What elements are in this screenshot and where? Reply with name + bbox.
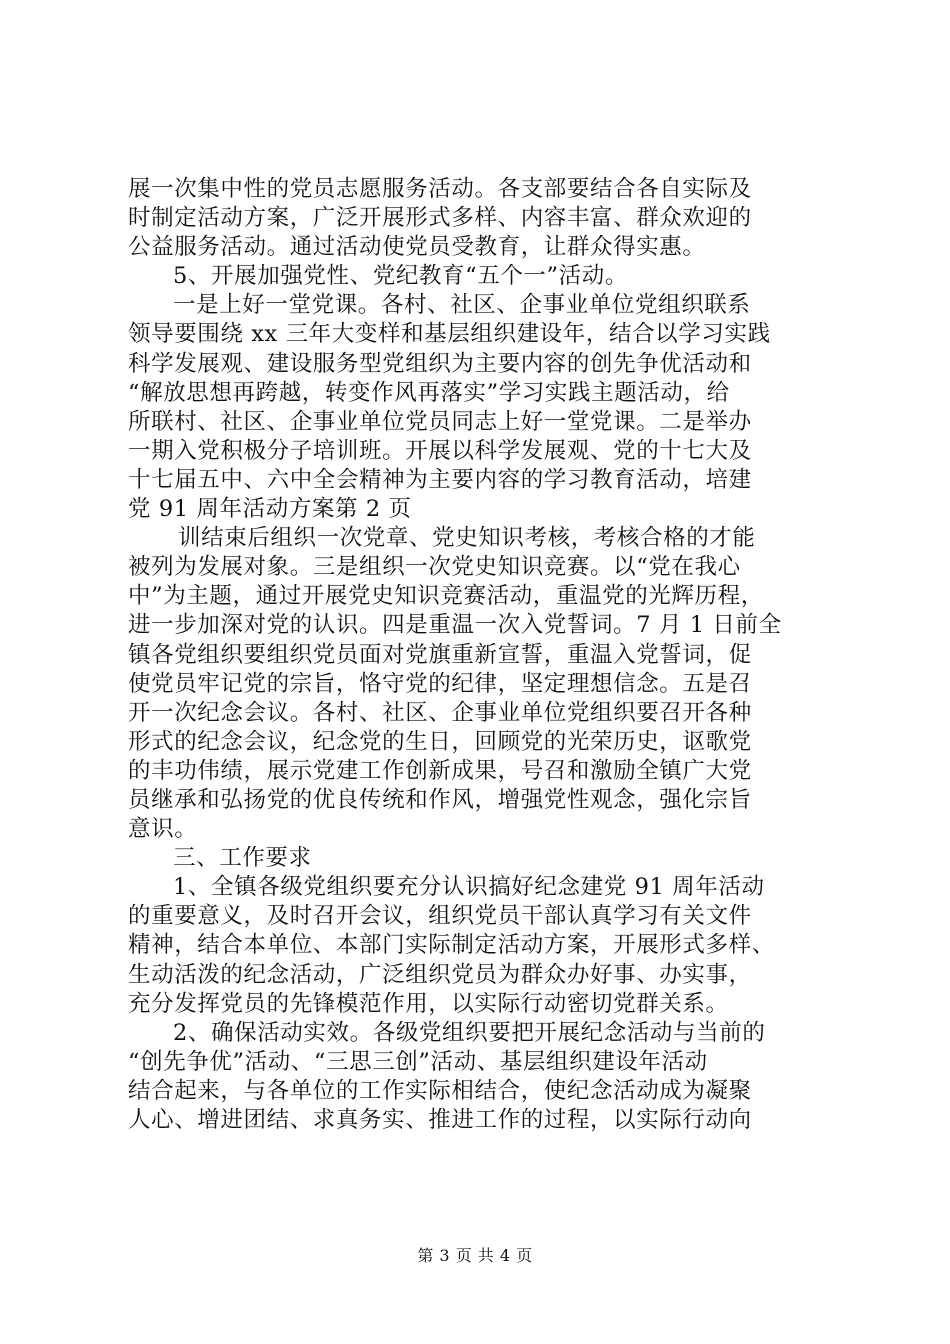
text-line: 领导要围绕 xx 三年大变样和基层组织建设年，结合以学习实践 <box>128 321 771 348</box>
text-line: “创先争优”活动、“三思三创”活动、基层组织建设年活动 <box>128 1048 708 1075</box>
section-heading: 三、工作要求 <box>173 845 312 872</box>
page-number-footer: 第 3 页 共 4 页 <box>417 1246 533 1265</box>
text-line: 进一步加深对党的认识。四是重温一次入党誓词。7 月 1 日前全 <box>128 612 782 639</box>
text-line: 一期入党积极分子培训班。开展以科学发展观、党的十七大及 <box>128 437 752 464</box>
body-text <box>128 175 840 1135</box>
text-line: 展一次集中性的党员志愿服务活动。各支部要结合各自实际及 <box>128 176 752 202</box>
text-line: 充分发挥党员的先锋模范作用，以实际行动密切党群关系。 <box>128 990 729 1017</box>
text-line: 科学发展观、建设服务型党组织为主要内容的创先争优活动和 <box>128 350 752 377</box>
text-line: 的重要意义，及时召开会议，组织党员干部认真学习有关文件 <box>128 903 752 930</box>
text-line: “解放思想再跨越，转变作风再落实”学习实践主题活动，给 <box>128 379 730 406</box>
text-line: 5、开展加强党性、党纪教育“五个一”活动。 <box>173 263 628 290</box>
text-line: 被列为发展对象。三是组织一次党史知识竞赛。以“党在我心 <box>128 554 741 581</box>
text-line: 意识。 <box>128 816 198 843</box>
text-line: 一是上好一堂党课。各村、社区、企事业单位党组织联系 <box>173 292 751 319</box>
text-line: 训结束后组织一次党章、党史知识考核，考核合格的才能 <box>178 525 756 552</box>
text-line: 十七届五中、六中全会精神为主要内容的学习教育活动，培建 <box>128 466 752 493</box>
text-line: 时制定活动方案，广泛开展形式多样、内容丰富、群众欢迎的 <box>128 205 752 232</box>
text-line: 所联村、社区、企事业单位党员同志上好一堂党课。二是举办 <box>128 408 752 435</box>
text-line: 开一次纪念会议。各村、社区、企事业单位党组织要召开各种 <box>128 699 752 726</box>
text-line: 2、确保活动实效。各级党组织要把开展纪念活动与当前的 <box>173 1019 766 1046</box>
text-line: 精神，结合本单位、本部门实际制定活动方案，开展形式多样、 <box>128 932 775 959</box>
text-line: 员继承和弘扬党的优良传统和作风，增强党性观念，强化宗旨 <box>128 786 752 813</box>
text-line: 1、全镇各级党组织要充分认识搞好纪念建党 91 周年活动 <box>173 874 765 901</box>
text-line: 中”为主题，通过开展党史知识竞赛活动，重温党的光辉历程， <box>128 583 764 610</box>
text-line: 公益服务活动。通过活动使党员受教育，让群众得实惠。 <box>128 234 706 261</box>
text-line: 党 91 周年活动方案第 2 页 <box>128 496 412 523</box>
text-line: 人心、增进团结、求真务实、推进工作的过程，以实际行动向 <box>128 1107 752 1133</box>
text-line: 的丰功伟绩，展示党建工作创新成果，号召和激励全镇广大党 <box>128 757 752 784</box>
text-line: 使党员牢记党的宗旨，恪守党的纪律，坚定理想信念。五是召 <box>128 670 752 697</box>
text-line: 生动活泼的纪念活动，广泛组织党员为群众办好事、办实事， <box>128 961 752 988</box>
text-line: 结合起来，与各单位的工作实际相结合，使纪念活动成为凝聚 <box>128 1077 752 1104</box>
text-line: 形式的纪念会议，纪念党的生日，回顾党的光荣历史，讴歌党 <box>128 728 752 755</box>
text-line: 镇各党组织要组织党员面对党旗重新宣誓，重温入党誓词，促 <box>128 641 752 668</box>
